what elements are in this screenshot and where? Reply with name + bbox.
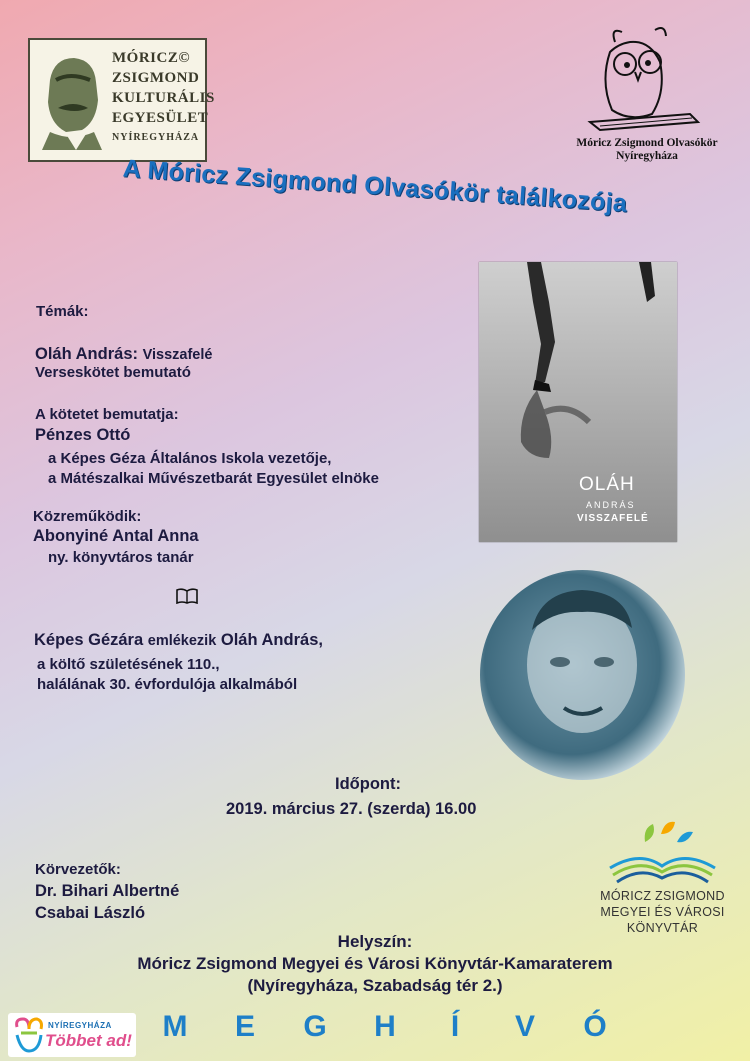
leader-name: Csabai László [35,904,146,922]
badge-city: NYÍREGYHÁZA [48,1021,112,1030]
cover-author-first: OLÁH [579,474,635,495]
portrait-icon [480,570,685,780]
time-value: 2019. március 27. (szerda) 16.00 [226,800,477,818]
contributor-role: ny. könyvtáros tanár [48,549,194,566]
open-book-icon [176,588,198,604]
logo-line: ZSIGMOND [112,70,200,86]
library-logo-line: MEGYEI ÉS VÁROSI [600,905,725,919]
venue-label: Helyszín: [337,932,413,951]
book-subtitle: Verseskötet bemutató [35,364,191,381]
leaders-label: Körvezetők: [35,861,121,878]
presenter-label: A kötetet bemutatja: [35,406,179,423]
kulturalis-egyesulet-logo [28,38,215,162]
venue-address: (Nyíregyháza, Szabadság tér 2.) [247,976,503,995]
memorial-subject: Képes Gézára [34,631,144,649]
memorial-detail: a költő születésének 110., [37,656,220,673]
invitation-letter: G [303,1010,327,1043]
leader-name: Dr. Bihari Albertné [35,882,180,900]
portrait-icon [36,50,106,150]
author-name: Oláh András: [35,345,138,363]
invitation-word [140,1010,740,1044]
badge-slogan: Többet ad! [45,1031,132,1050]
memorial-detail: halálának 30. évfordulója alkalmából [37,676,298,693]
cover-author-last: ANDRÁS [586,500,636,510]
olvasokor-name: Móricz Zsigmond Olvasókör [576,137,718,149]
olvasokor-city: Nyíregyháza [616,150,678,162]
page-title: A Móricz Zsigmond Olvasókör találkozója [122,154,629,218]
olvasokor-logo [570,22,720,172]
memorial-author: Oláh András, [220,631,323,649]
book-line [35,345,212,365]
presenter-role: a Mátészalkai Művészetbarát Egyesület elnöke [48,470,379,487]
venue-name: Móricz Zsigmond Megyei és Városi Könyvtár-Kamaraterem [137,954,613,973]
invitation-letter: E [234,1010,255,1043]
library-logo-line: KÖNYVTÁR [626,921,699,935]
invitation-letter: Í [450,1010,460,1043]
author-photo [480,570,685,780]
library-logo-line: MÓRICZ ZSIGMOND [600,889,725,903]
logo-line: EGYESÜLET [112,110,209,126]
contributor-name: Abonyiné Antal Anna [33,527,199,545]
book-title: Visszafelé [142,347,213,363]
invitation-letter: V [514,1010,535,1043]
nyiregyhaza-badge [8,1013,136,1057]
presenter-name: Pénzes Ottó [35,426,131,444]
book-leaves-icon [595,820,730,890]
logo-line: MÓRICZ© [112,50,191,66]
invitation-letter: H [374,1010,396,1043]
logo-line: NYÍREGYHÁZA [112,132,200,143]
city-logo-icon [11,1015,47,1055]
time-label: Időpont: [335,775,401,793]
invitation-letter: M [162,1010,188,1043]
book-cover [479,262,677,542]
cover-title: VISSZAFELÉ [577,513,649,524]
owl-icon [570,22,720,137]
topics-label: Témák: [36,303,89,320]
contributor-label: Közreműködik: [33,508,142,525]
memorial-verb: emlékezik [147,633,217,649]
presenter-role: a Képes Géza Általános Iskola vezetője, [48,450,332,467]
memorial-line [34,631,323,651]
logo-line: KULTURÁLIS [112,90,215,106]
library-logo [595,820,730,935]
invitation-letter: Ó [583,1010,607,1043]
walking-figure-icon [479,262,677,472]
